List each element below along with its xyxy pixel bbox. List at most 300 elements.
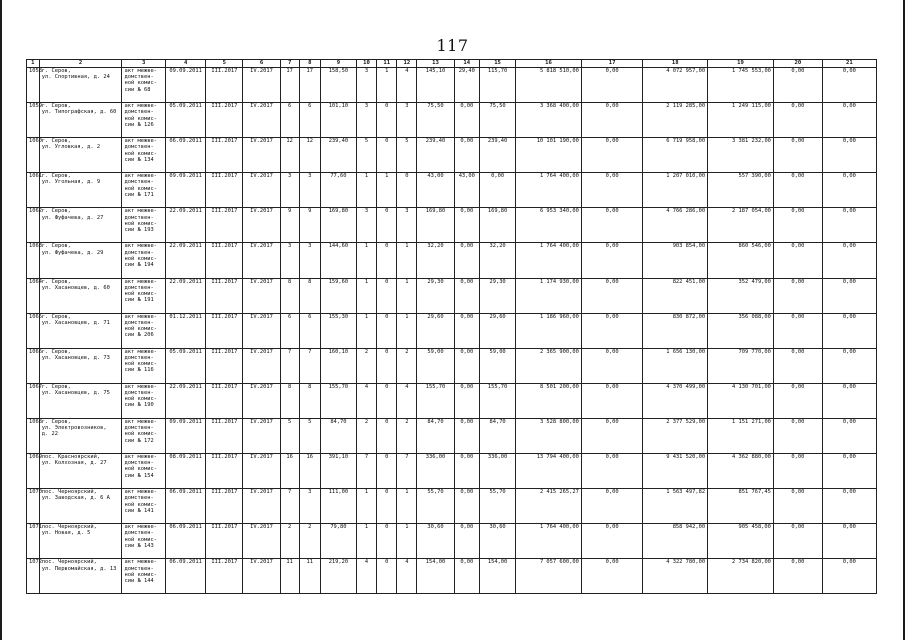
total-cost-cell: 1 186 960,00 (516, 313, 582, 348)
col-7-cell: 8 (280, 278, 299, 313)
document-cell: акт межве- домствен- ной комис- сии № 143 (122, 524, 166, 559)
col-17-cell: 0,00 (581, 103, 643, 138)
col-14-cell: 0,00 (454, 524, 479, 559)
col-13-cell: 169,80 (417, 208, 454, 243)
area-cell: 77,60 (320, 173, 356, 208)
area-cell: 159,60 (320, 278, 356, 313)
col-20-cell: 0,00 (773, 313, 822, 348)
row-number-cell: 1068 (27, 418, 40, 453)
area-cell: 239,40 (320, 138, 356, 173)
column-header: 3 (122, 60, 166, 68)
document-cell: акт межве- домствен- ной комис- сии № 116 (122, 348, 166, 383)
col-13-cell: 75,50 (417, 103, 454, 138)
col-12-cell: 5 (397, 138, 417, 173)
col-15-cell: 59,00 (480, 348, 516, 383)
column-header: 19 (708, 60, 774, 68)
document-cell: акт межве- домствен- ной комис- сии № 190 (122, 383, 166, 418)
col-8-cell: 8 (299, 278, 320, 313)
date-cell: 22.09.2011 (165, 383, 205, 418)
col-14-cell: 0,00 (454, 454, 479, 489)
address-cell: г. Серов, ул. Угольная, д. 9 (39, 173, 122, 208)
document-cell: акт межве- домствен- ной комис- сии № 144 (122, 559, 166, 594)
col-21-cell: 0,00 (822, 454, 876, 489)
col-21-cell: 0,00 (822, 383, 876, 418)
quarter-start-cell: III.2017 (206, 348, 243, 383)
col-14-cell: 0,00 (454, 348, 479, 383)
col-7-cell: 16 (280, 454, 299, 489)
col-11-cell: 1 (377, 173, 397, 208)
col-19-cell: 1 151 271,00 (708, 418, 774, 453)
quarter-start-cell: III.2017 (206, 489, 243, 524)
col-12-cell: 4 (397, 559, 417, 594)
col-8-cell: 11 (299, 559, 320, 594)
address-cell: пос. Черноярский, ул. Первомайская, д. 13 (39, 559, 122, 594)
col-18-cell: 1 563 497,82 (643, 489, 708, 524)
col-19-cell: 4 362 880,00 (708, 454, 774, 489)
quarter-end-cell: IV.2017 (243, 559, 280, 594)
col-15-cell: 30,60 (480, 524, 516, 559)
col-20-cell: 0,00 (773, 348, 822, 383)
address-cell: пос. Красноярский, ул. Колхозная, д. 27 (39, 454, 122, 489)
area-cell: 160,10 (320, 348, 356, 383)
col-7-cell: 7 (280, 489, 299, 524)
table-row (27, 103, 877, 138)
col-10-cell: 1 (356, 489, 376, 524)
col-17-cell: 0,00 (581, 313, 643, 348)
date-cell: 22.09.2011 (165, 243, 205, 278)
col-14-cell: 0,00 (454, 383, 479, 418)
table-row (27, 418, 877, 453)
area-cell: 155,30 (320, 313, 356, 348)
date-cell: 06.09.2011 (165, 489, 205, 524)
column-header: 1 (27, 60, 40, 68)
area-cell: 219,20 (320, 559, 356, 594)
col-18-cell: 1 207 010,00 (643, 173, 708, 208)
col-19-cell: 4 130 701,00 (708, 383, 774, 418)
col-15-cell: 29,60 (480, 313, 516, 348)
col-17-cell: 0,00 (581, 383, 643, 418)
row-number-cell: 1070 (27, 489, 40, 524)
quarter-end-cell: IV.2017 (243, 138, 280, 173)
column-header: 5 (206, 60, 243, 68)
col-14-cell: 0,00 (454, 489, 479, 524)
col-13-cell: 32,20 (417, 243, 454, 278)
col-12-cell: 1 (397, 278, 417, 313)
col-21-cell: 0,00 (822, 243, 876, 278)
col-20-cell: 0,00 (773, 278, 822, 313)
document-cell: акт межве- домствен- ной комис- сии № 193 (122, 208, 166, 243)
column-header: 8 (299, 60, 320, 68)
address-cell: г. Серов, ул. Хасановцев, д. 73 (39, 348, 122, 383)
col-20-cell: 0,00 (773, 173, 822, 208)
col-8-cell: 6 (299, 313, 320, 348)
date-cell: 22.09.2011 (165, 208, 205, 243)
page-edge-left (0, 0, 2, 640)
col-19-cell: 905 458,00 (708, 524, 774, 559)
col-17-cell: 0,00 (581, 278, 643, 313)
col-21-cell: 0,00 (822, 559, 876, 594)
col-11-cell: 0 (377, 348, 397, 383)
header-row (27, 60, 877, 68)
row-number-cell: 1058 (27, 68, 40, 103)
row-number-cell: 1062 (27, 208, 40, 243)
column-header: 14 (454, 60, 479, 68)
col-15-cell: 32,20 (480, 243, 516, 278)
col-19-cell: 860 546,00 (708, 243, 774, 278)
quarter-start-cell: III.2017 (206, 418, 243, 453)
col-10-cell: 4 (356, 383, 376, 418)
col-8-cell: 5 (299, 418, 320, 453)
quarter-end-cell: IV.2017 (243, 68, 280, 103)
address-cell: г. Серов, ул. Хасановцев, д. 71 (39, 313, 122, 348)
col-15-cell: 169,80 (480, 208, 516, 243)
document-cell: акт межве- домствен- ной комис- сии № 172 (122, 418, 166, 453)
col-15-cell: 154,00 (480, 559, 516, 594)
col-18-cell: 4 072 957,00 (643, 68, 708, 103)
col-8-cell: 17 (299, 68, 320, 103)
col-17-cell: 0,00 (581, 454, 643, 489)
col-13-cell: 239,40 (417, 138, 454, 173)
col-21-cell: 0,00 (822, 489, 876, 524)
col-13-cell: 29,30 (417, 278, 454, 313)
col-10-cell: 1 (356, 243, 376, 278)
quarter-start-cell: III.2017 (206, 138, 243, 173)
col-10-cell: 3 (356, 68, 376, 103)
col-14-cell: 0,00 (454, 243, 479, 278)
col-13-cell: 59,00 (417, 348, 454, 383)
col-12-cell: 1 (397, 243, 417, 278)
col-19-cell: 1 745 553,00 (708, 68, 774, 103)
col-11-cell: 0 (377, 243, 397, 278)
column-header: 11 (377, 60, 397, 68)
col-11-cell: 0 (377, 524, 397, 559)
col-8-cell: 12 (299, 138, 320, 173)
total-cost-cell: 13 794 400,00 (516, 454, 582, 489)
col-20-cell: 0,00 (773, 559, 822, 594)
col-7-cell: 3 (280, 243, 299, 278)
document-cell: акт межве- домствен- ной комис- сии № 134 (122, 138, 166, 173)
quarter-end-cell: IV.2017 (243, 348, 280, 383)
quarter-start-cell: III.2017 (206, 278, 243, 313)
quarter-end-cell: IV.2017 (243, 208, 280, 243)
col-10-cell: 1 (356, 313, 376, 348)
row-number-cell: 1059 (27, 103, 40, 138)
date-cell: 05.09.2011 (165, 348, 205, 383)
table-row (27, 68, 877, 103)
table-row (27, 489, 877, 524)
quarter-start-cell: III.2017 (206, 173, 243, 208)
row-number-cell: 1067 (27, 383, 40, 418)
col-17-cell: 0,00 (581, 524, 643, 559)
col-19-cell: 1 249 115,00 (708, 103, 774, 138)
col-15-cell: 29,30 (480, 278, 516, 313)
date-cell: 09.09.2011 (165, 418, 205, 453)
date-cell: 06.09.2011 (165, 559, 205, 594)
col-15-cell: 239,40 (480, 138, 516, 173)
col-8-cell: 3 (299, 243, 320, 278)
col-13-cell: 336,00 (417, 454, 454, 489)
col-18-cell: 6 719 958,00 (643, 138, 708, 173)
col-10-cell: 1 (356, 278, 376, 313)
col-20-cell: 0,00 (773, 68, 822, 103)
col-8-cell: 7 (299, 348, 320, 383)
column-header: 13 (417, 60, 454, 68)
col-10-cell: 3 (356, 103, 376, 138)
col-12-cell: 0 (397, 173, 417, 208)
col-13-cell: 55,70 (417, 489, 454, 524)
col-18-cell: 858 942,00 (643, 524, 708, 559)
area-cell: 79,80 (320, 524, 356, 559)
col-20-cell: 0,00 (773, 243, 822, 278)
address-cell: г. Серов, ул. Электровозников, д. 22 (39, 418, 122, 453)
col-10-cell: 4 (356, 559, 376, 594)
table-row (27, 524, 877, 559)
column-header: 9 (320, 60, 356, 68)
col-17-cell: 0,00 (581, 138, 643, 173)
date-cell: 09.09.2011 (165, 68, 205, 103)
col-14-cell: 0,00 (454, 559, 479, 594)
document-cell: акт межве- домствен- ной комис- сии № 141 (122, 489, 166, 524)
quarter-end-cell: IV.2017 (243, 103, 280, 138)
col-20-cell: 0,00 (773, 418, 822, 453)
col-11-cell: 0 (377, 278, 397, 313)
col-20-cell: 0,00 (773, 454, 822, 489)
col-12-cell: 4 (397, 68, 417, 103)
column-header: 10 (356, 60, 376, 68)
address-cell: г. Серов, ул. Хасановцев, д. 75 (39, 383, 122, 418)
col-12-cell: 1 (397, 489, 417, 524)
quarter-end-cell: IV.2017 (243, 383, 280, 418)
col-11-cell: 1 (377, 68, 397, 103)
col-19-cell: 2 187 054,00 (708, 208, 774, 243)
row-number-cell: 1065 (27, 313, 40, 348)
date-cell: 05.09.2011 (165, 103, 205, 138)
total-cost-cell: 3 528 800,00 (516, 418, 582, 453)
data-table (26, 59, 877, 594)
col-11-cell: 0 (377, 489, 397, 524)
col-18-cell: 903 854,00 (643, 243, 708, 278)
col-14-cell: 43,00 (454, 173, 479, 208)
col-14-cell: 0,00 (454, 278, 479, 313)
col-11-cell: 0 (377, 454, 397, 489)
row-number-cell: 1060 (27, 138, 40, 173)
col-11-cell: 0 (377, 103, 397, 138)
table-row (27, 243, 877, 278)
row-number-cell: 1071 (27, 524, 40, 559)
document-cell: акт межве- домствен- ной комис- сии № 191 (122, 278, 166, 313)
col-11-cell: 0 (377, 559, 397, 594)
col-15-cell: 155,70 (480, 383, 516, 418)
table-row (27, 454, 877, 489)
col-10-cell: 7 (356, 454, 376, 489)
total-cost-cell: 1 764 400,00 (516, 524, 582, 559)
col-11-cell: 0 (377, 208, 397, 243)
row-number-cell: 1072 (27, 559, 40, 594)
col-18-cell: 1 656 130,00 (643, 348, 708, 383)
col-21-cell: 0,00 (822, 103, 876, 138)
col-7-cell: 5 (280, 418, 299, 453)
col-18-cell: 822 451,00 (643, 278, 708, 313)
row-number-cell: 1061 (27, 173, 40, 208)
col-17-cell: 0,00 (581, 173, 643, 208)
col-17-cell: 0,00 (581, 68, 643, 103)
area-cell: 391,10 (320, 454, 356, 489)
quarter-end-cell: IV.2017 (243, 278, 280, 313)
col-7-cell: 7 (280, 348, 299, 383)
col-12-cell: 2 (397, 418, 417, 453)
document-cell: акт межве- домствен- ной комис- сии № 154 (122, 454, 166, 489)
col-11-cell: 0 (377, 418, 397, 453)
col-10-cell: 5 (356, 138, 376, 173)
col-20-cell: 0,00 (773, 103, 822, 138)
col-17-cell: 0,00 (581, 208, 643, 243)
col-21-cell: 0,00 (822, 138, 876, 173)
col-11-cell: 0 (377, 138, 397, 173)
col-15-cell: 75,50 (480, 103, 516, 138)
column-header: 15 (480, 60, 516, 68)
address-cell: г. Серов, ул. Хасановцев, д. 60 (39, 278, 122, 313)
quarter-start-cell: III.2017 (206, 454, 243, 489)
col-15-cell: 336,00 (480, 454, 516, 489)
col-7-cell: 6 (280, 313, 299, 348)
col-21-cell: 0,00 (822, 68, 876, 103)
col-18-cell: 4 766 286,00 (643, 208, 708, 243)
col-14-cell: 0,00 (454, 138, 479, 173)
col-13-cell: 43,00 (417, 173, 454, 208)
total-cost-cell: 8 501 200,00 (516, 383, 582, 418)
col-20-cell: 0,00 (773, 489, 822, 524)
area-cell: 101,10 (320, 103, 356, 138)
col-10-cell: 2 (356, 418, 376, 453)
col-18-cell: 2 377 529,00 (643, 418, 708, 453)
col-8-cell: 16 (299, 454, 320, 489)
area-cell: 84,70 (320, 418, 356, 453)
quarter-start-cell: III.2017 (206, 524, 243, 559)
col-17-cell: 0,00 (581, 559, 643, 594)
col-13-cell: 84,70 (417, 418, 454, 453)
col-14-cell: 0,00 (454, 313, 479, 348)
address-cell: пос. Черноярский, ул. Заводская, д. 6 А (39, 489, 122, 524)
table-row (27, 383, 877, 418)
area-cell: 158,50 (320, 68, 356, 103)
quarter-end-cell: IV.2017 (243, 418, 280, 453)
address-cell: пос. Черноярский, ул. Новая, д. 5 (39, 524, 122, 559)
col-21-cell: 0,00 (822, 173, 876, 208)
column-header: 4 (165, 60, 205, 68)
col-17-cell: 0,00 (581, 489, 643, 524)
column-header: 12 (397, 60, 417, 68)
table-row (27, 313, 877, 348)
table-row (27, 559, 877, 594)
col-20-cell: 0,00 (773, 383, 822, 418)
address-cell: г. Серов, ул. Спортивная, д. 24 (39, 68, 122, 103)
col-15-cell: 55,70 (480, 489, 516, 524)
page-number: 117 (436, 36, 469, 55)
col-21-cell: 0,00 (822, 208, 876, 243)
document-cell: акт межве- домствен- ной комис- сии № 171 (122, 173, 166, 208)
column-header: 21 (822, 60, 876, 68)
col-20-cell: 0,00 (773, 208, 822, 243)
column-header: 7 (280, 60, 299, 68)
col-13-cell: 155,70 (417, 383, 454, 418)
col-10-cell: 2 (356, 348, 376, 383)
quarter-start-cell: III.2017 (206, 559, 243, 594)
col-20-cell: 0,00 (773, 524, 822, 559)
address-cell: г. Серов, ул. Типографская, д. 60 (39, 103, 122, 138)
col-14-cell: 0,00 (454, 103, 479, 138)
address-cell: г. Серов, ул. Фуфачева, д. 29 (39, 243, 122, 278)
date-cell: 06.09.2011 (165, 138, 205, 173)
area-cell: 144,60 (320, 243, 356, 278)
col-13-cell: 30,60 (417, 524, 454, 559)
col-15-cell: 84,70 (480, 418, 516, 453)
quarter-end-cell: IV.2017 (243, 524, 280, 559)
date-cell: 22.09.2011 (165, 278, 205, 313)
col-21-cell: 0,00 (822, 278, 876, 313)
col-7-cell: 8 (280, 383, 299, 418)
col-14-cell: 0,00 (454, 418, 479, 453)
col-18-cell: 830 872,00 (643, 313, 708, 348)
date-cell: 08.09.2011 (165, 454, 205, 489)
address-cell: г. Серов, ул. Угловкая, д. 2 (39, 138, 122, 173)
row-number-cell: 1066 (27, 348, 40, 383)
row-number-cell: 1063 (27, 243, 40, 278)
col-18-cell: 4 370 499,00 (643, 383, 708, 418)
column-header: 6 (243, 60, 280, 68)
col-19-cell: 3 381 232,00 (708, 138, 774, 173)
quarter-start-cell: III.2017 (206, 383, 243, 418)
address-cell: г. Серов, ул. Фуфачева, д. 27 (39, 208, 122, 243)
quarter-end-cell: IV.2017 (243, 454, 280, 489)
row-number-cell: 1064 (27, 278, 40, 313)
col-18-cell: 4 322 780,00 (643, 559, 708, 594)
table-row (27, 348, 877, 383)
col-21-cell: 0,00 (822, 348, 876, 383)
col-17-cell: 0,00 (581, 418, 643, 453)
col-15-cell: 115,70 (480, 68, 516, 103)
col-8-cell: 3 (299, 489, 320, 524)
col-7-cell: 6 (280, 103, 299, 138)
column-header: 18 (643, 60, 708, 68)
col-14-cell: 0,00 (454, 208, 479, 243)
col-12-cell: 3 (397, 208, 417, 243)
col-8-cell: 8 (299, 383, 320, 418)
column-header: 17 (581, 60, 643, 68)
area-cell: 169,80 (320, 208, 356, 243)
col-8-cell: 9 (299, 208, 320, 243)
col-7-cell: 3 (280, 173, 299, 208)
area-cell: 111,00 (320, 489, 356, 524)
row-number-cell: 1069 (27, 454, 40, 489)
col-19-cell: 2 734 820,00 (708, 559, 774, 594)
col-13-cell: 29,60 (417, 313, 454, 348)
document-cell: акт межве- домствен- ной комис- сии № 126 (122, 103, 166, 138)
col-8-cell: 6 (299, 103, 320, 138)
col-21-cell: 0,00 (822, 524, 876, 559)
total-cost-cell: 1 764 400,00 (516, 243, 582, 278)
col-12-cell: 4 (397, 383, 417, 418)
col-10-cell: 3 (356, 208, 376, 243)
date-cell: 06.09.2011 (165, 524, 205, 559)
col-7-cell: 11 (280, 559, 299, 594)
col-21-cell: 0,00 (822, 313, 876, 348)
date-cell: 01.12.2011 (165, 313, 205, 348)
quarter-start-cell: III.2017 (206, 208, 243, 243)
quarter-start-cell: III.2017 (206, 313, 243, 348)
table-row (27, 173, 877, 208)
date-cell: 09.09.2011 (165, 173, 205, 208)
col-12-cell: 3 (397, 103, 417, 138)
